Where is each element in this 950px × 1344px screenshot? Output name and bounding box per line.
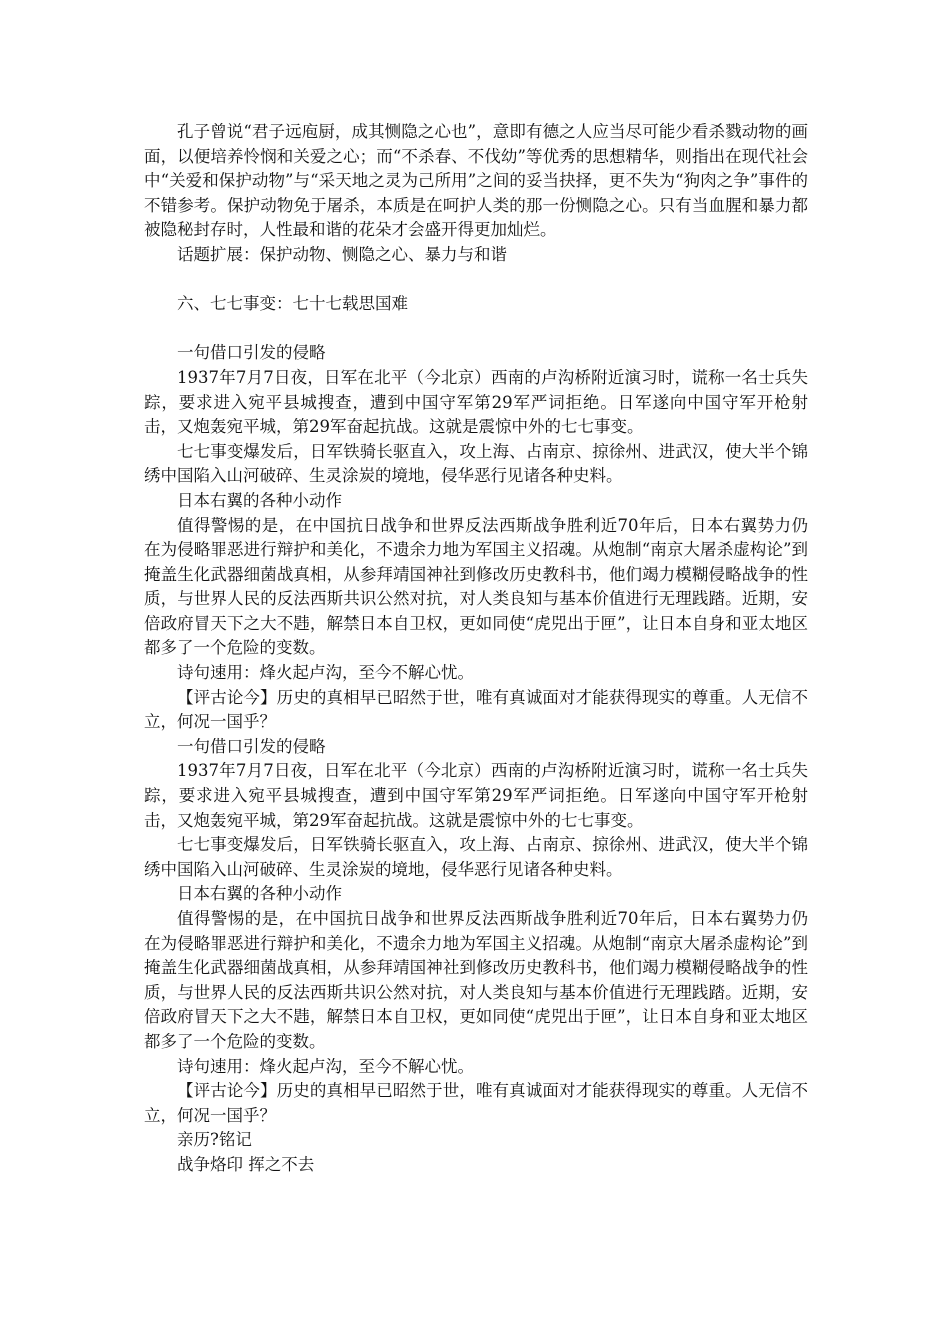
subheading-experience: 亲历?铭记 xyxy=(177,1130,252,1150)
blank-line xyxy=(144,268,808,293)
subheading-pretext-invasion-repeat: 一句借口引发的侵略 xyxy=(177,736,326,756)
document-body xyxy=(144,120,808,1178)
poem-quote-repeat: 诗句速用：烽火起卢沟，至今不解心忧。 xyxy=(177,1056,474,1076)
commentary-repeat: 【评古论今】历史的真相早已昭然于世，唯有真诚面对才能获得现实的尊重。人无信不立，何况一国乎？ xyxy=(144,1081,808,1125)
paragraph-compassion: 孔子曾说“君子远庖厨，成其恻隐之心也”，意即有德之人应当尽可能少看杀戮动物的画面，以便培养怜悯和关爱之心；而“不杀春、不伐幼”等优秀的思想精华，则指出在现代社会中“关爱和保护动物”与“采天地之灵为己所用”之间的妥当抉择，更不失为“狗肉之争”事件的不错参考。保护动物免于屠杀，本质是在呵护人类的那一份恻隐之心。只有当血腥和暴力都被隐秘封存时，人性最和谐的花朵才会盛开得更加灿烂。 xyxy=(144,122,808,240)
subheading-pretext-invasion: 一句借口引发的侵略 xyxy=(177,343,326,363)
paragraph-incident: 1937年7月7日夜，日军在北平（今北京）西南的卢沟桥附近演习时，谎称一名士兵失踪，要求进入宛平县城搜查，遭到中国守军第29军严词拒绝。日军遂向中国守军开枪射击，又炮轰宛平城，第29军奋起抗战。这就是震惊中外的七七事变。 xyxy=(144,367,808,437)
paragraph-aftermath: 七七事变爆发后，日军铁骑长驱直入，攻上海、占南京、掠徐州、进武汉，使大半个锦绣中国陷入山河破碎、生灵涂炭的境地，侵华恶行见诸各种史料。 xyxy=(144,441,808,486)
subheading-war-imprint: 战争烙印 挥之不去 xyxy=(177,1154,315,1174)
subheading-right-wing-repeat: 日本右翼的各种小动作 xyxy=(177,884,342,904)
topic-extension: 话题扩展：保护动物、恻隐之心、暴力与和谐 xyxy=(177,244,507,264)
poem-quote: 诗句速用：烽火起卢沟，至今不解心忧。 xyxy=(177,663,474,683)
paragraph-incident-repeat: 1937年7月7日夜，日军在北平（今北京）西南的卢沟桥附近演习时，谎称一名士兵失踪，要求进入宛平县城搜查，遭到中国守军第29军严词拒绝。日军遂向中国守军开枪射击，又炮轰宛平城，第29军奋起抗战。这就是震惊中外的七七事变。 xyxy=(144,761,808,830)
paragraph-right-wing: 值得警惕的是，在中国抗日战争和世界反法西斯战争胜利近70年后，日本右翼势力仍在为侵略罪恶进行辩护和美化，不遗余力地为军国主义招魂。从炮制“南京大屠杀虚构论”到掩盖生化武器细菌战真相，从参拜靖国神社到修改历史教科书，他们竭力模糊侵略战争的性质，与世界人民的反法西斯共识公然对抗，对人类良知与基本价值进行无理践踏。近期，安倍政府冒天下之大不韪，解禁日本自卫权，更如同使“虎兕出于匣”，让日本自身和亚太地区都多了一个危险的变数。 xyxy=(144,515,808,658)
section-heading: 六、七七事变：七十七载思国难 xyxy=(177,294,408,314)
paragraph-aftermath-repeat: 七七事变爆发后，日军铁骑长驱直入，攻上海、占南京、掠徐州、进武汉，使大半个锦绣中国陷入山河破碎、生灵涂炭的境地，侵华恶行见诸各种史料。 xyxy=(144,835,808,879)
blank-line xyxy=(144,317,808,342)
subheading-right-wing: 日本右翼的各种小动作 xyxy=(177,490,342,510)
paragraph-right-wing-repeat: 值得警惕的是，在中国抗日战争和世界反法西斯战争胜利近70年后，日本右翼势力仍在为侵略罪恶进行辩护和美化，不遗余力地为军国主义招魂。从炮制“南京大屠杀虚构论”到掩盖生化武器细菌战真相，从参拜靖国神社到修改历史教科书，他们竭力模糊侵略战争的性质，与世界人民的反法西斯共识公然对抗，对人类良知与基本价值进行无理践踏。近期，安倍政府冒天下之大不韪，解禁日本自卫权，更如同使“虎兕出于匣”，让日本自身和亚太地区都多了一个危险的变数。 xyxy=(144,909,808,1051)
commentary: 【评古论今】历史的真相早已昭然于世，唯有真诚面对才能获得现实的尊重。人无信不立，何况一国乎？ xyxy=(144,687,808,732)
